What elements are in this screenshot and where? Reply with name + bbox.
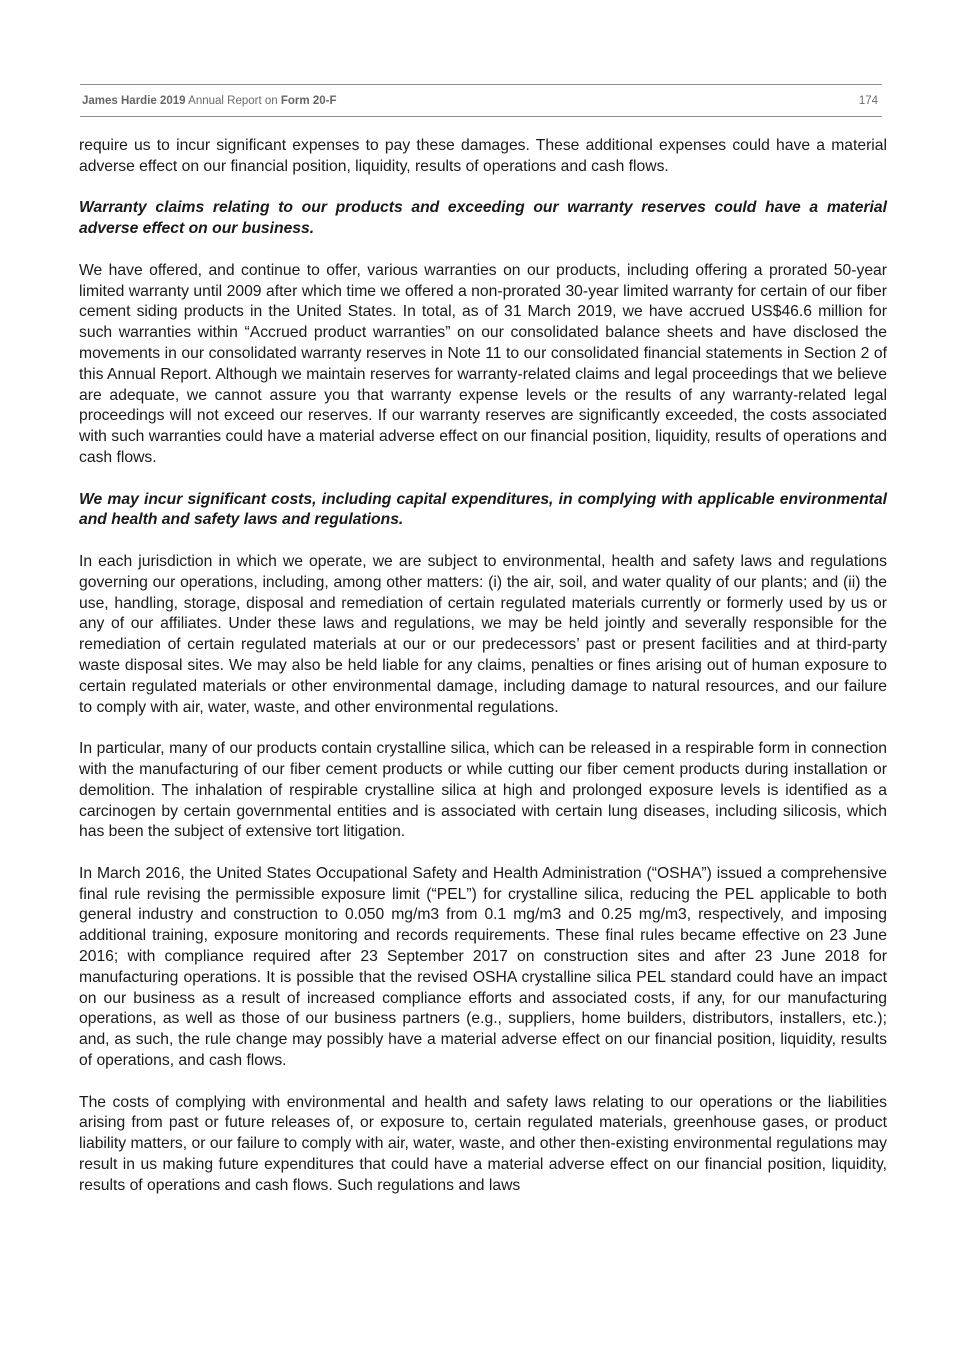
section-heading: Warranty claims relating to our products and exceeding our warranty reserves could have a material adverse effect on our business.: [79, 199, 887, 238]
document-body: [79, 136, 887, 1197]
company-name: James Hardie: [82, 94, 157, 107]
body-paragraph: We have offered, and continue to offer, various warranties on our products, including offering a prorated 50-year limited warranty until 2009 after which time we offered a non-prorated 30-year limited warranty for certain of our fiber cement siding products in the United States. In total, as of 31 March 2019, we have accrued US$46.6 million for such warranties within “Accrued product warranties” on our consolidated balance sheets and have disclosed the movements in our consolidated warranty reserves in Note 11 to our consolidated financial statements in Section 2 of this Annual Report. Although we maintain reserves for warranty-related claims and legal proceedings that we believe are adequate, we cannot assure you that warranty expense levels or the results of any warranty-related legal proceedings will not exceed our reserves. If our warranty reserves are significantly exceeded, the costs associated with such warranties could have a material adverse effect on our financial position, liquidity, results of operations and cash flows.: [79, 261, 887, 466]
report-title: [82, 95, 336, 107]
body-paragraph: In March 2016, the United States Occupational Safety and Health Administration (“OSHA”) issued a comprehensive final rule revising the permissible exposure limit (“PEL”) for crystalline silica, reducing the PEL applicable to both general industry and construction to 0.050 mg/m3 from 0.1 mg/m3 and 0.25 mg/m3, respectively, and imposing additional training, exposure monitoring and records requirements. These final rules became effective on 23 June 2016; with compliance required after 23 September 2017 on construction sites and after 23 June 2018 for manufacturing operations. It is possible that the revised OSHA crystalline silica PEL standard could have an impact on our business as a result of increased compliance efforts and associated costs, if any, for our manufacturing operations, as well as those of our business partners (e.g., suppliers, home builders, distributors, installers, etc.); and, as such, the rule change may possibly have a material adverse effect on our financial position, liquidity, results of operations, and cash flows.: [79, 864, 887, 1070]
body-paragraph: The costs of complying with environmental and health and safety laws relating to our operations or the liabilities arising from past or future releases of, or exposure to, certain regulated materials, greenhouse gases, or product liability matters, or our failure to comply with air, water, waste, and other then-existing environmental regulations may result in us making future expenditures that could have a material adverse effect on our financial position, liquidity, results of operations and cash flows. Such regulations and laws: [79, 1093, 887, 1194]
section-heading: We may incur significant costs, including capital expenditures, in complying with applicable environmental and health and safety laws and regulations.: [79, 490, 887, 529]
report-year: 2019: [160, 94, 186, 107]
page-number: 174: [858, 94, 878, 107]
body-paragraph: In each jurisdiction in which we operate, we are subject to environmental, health and safety laws and regulations governing our operations, including, among other matters: (i) the air, soil, and water quality of our plants; and (ii) the use, handling, storage, disposal and remediation of certain regulated materials currently or formerly used by us or any of our affiliates. Under these laws and regulations, we may be held jointly and severally responsible for the remediation of certain regulated materials at our or our predecessors’ past or present facilities and at third-party waste disposal sites. We may also be held liable for any claims, penalties or fines arising out of human exposure to certain regulated materials or other environmental damage, including damage to natural resources, and our failure to comply with air, water, waste, and other environmental regulations.: [79, 552, 887, 716]
body-paragraph: In particular, many of our products contain crystalline silica, which can be released in a respirable form in connection with the manufacturing of our fiber cement products or while cutting our fiber cement products during installation or demolition. The inhalation of respirable crystalline silica at high and prolonged exposure levels is identified as a carcinogen by certain governmental entities and is associated with certain lung diseases, including silicosis, which has been the subject of extensive tort litigation.: [79, 740, 887, 841]
page-header: [80, 84, 882, 117]
report-label: Annual Report on: [188, 94, 278, 107]
body-paragraph: require us to incur significant expenses to pay these damages. These additional expenses could have a material adverse effect on our financial position, liquidity, results of operations and cash flows.: [79, 137, 887, 175]
form-name: Form 20-F: [280, 94, 337, 107]
